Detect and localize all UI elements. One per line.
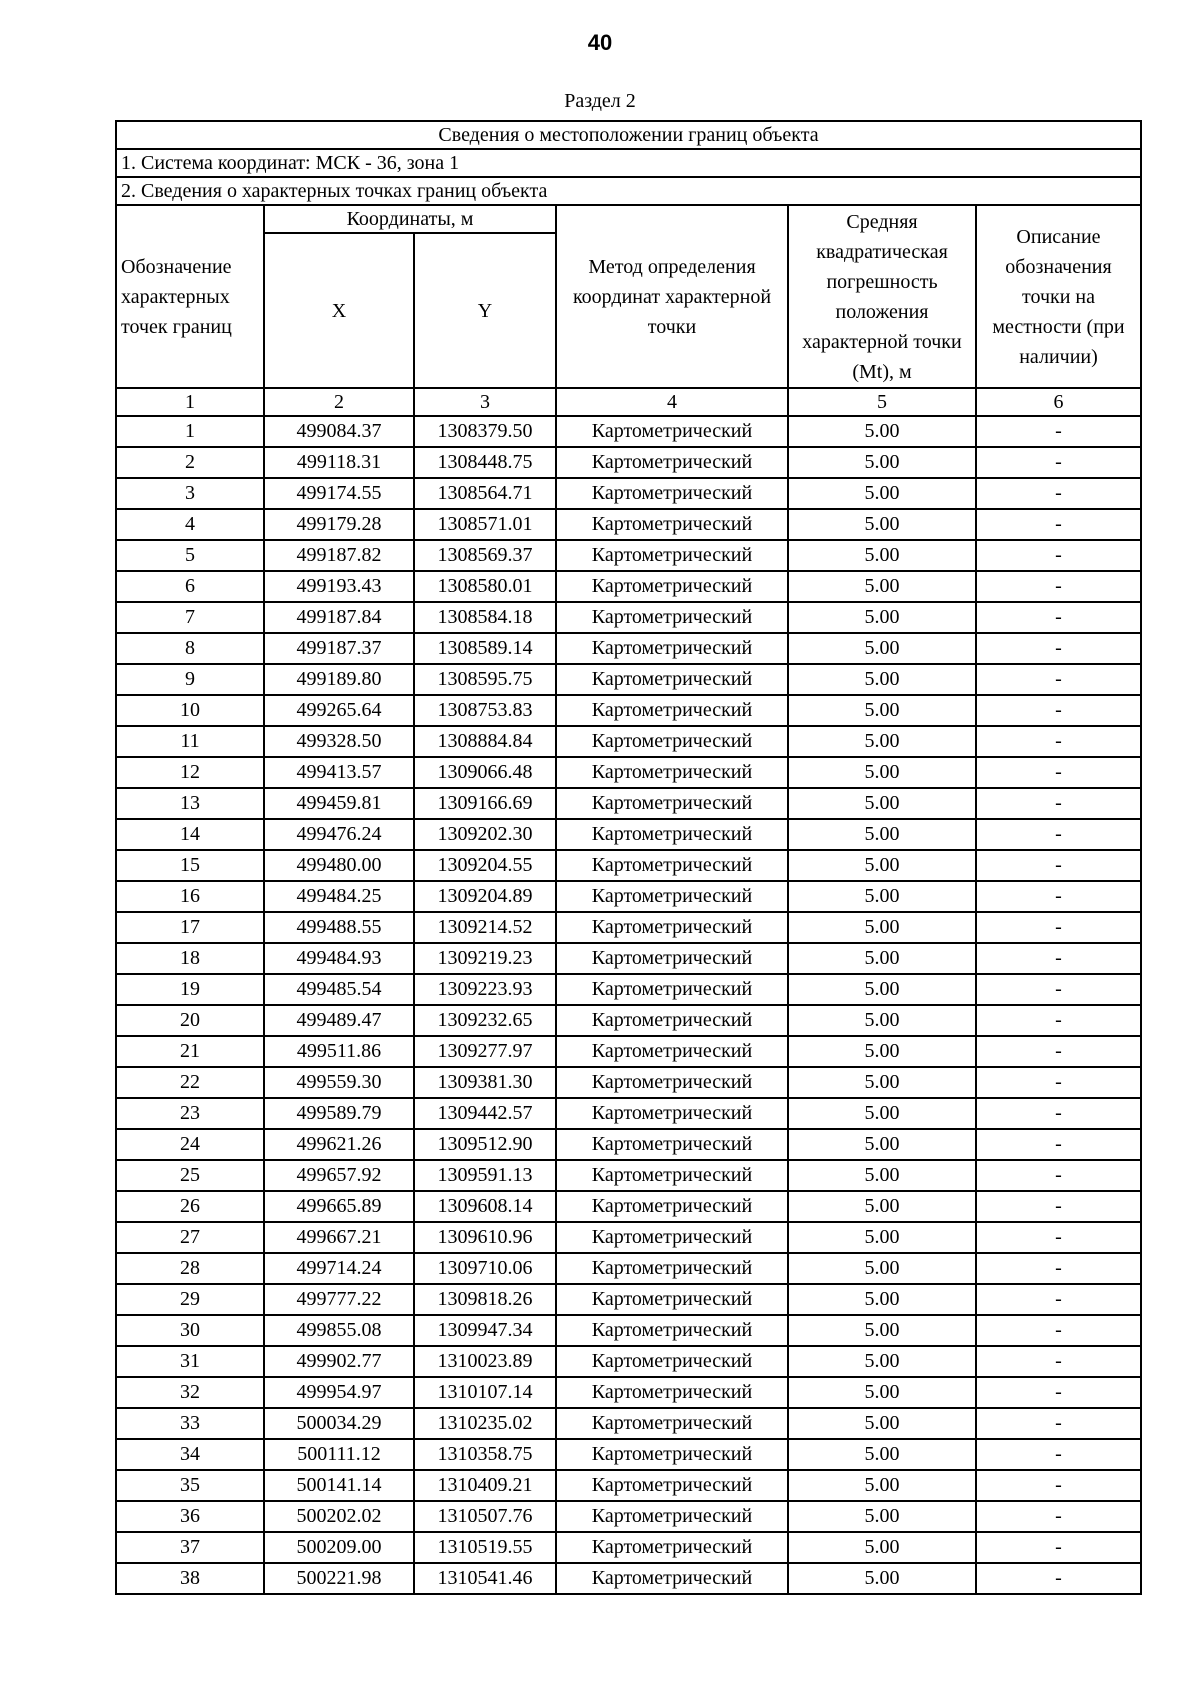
accuracy: 5.00 <box>788 819 976 850</box>
method: Картометрический <box>556 1160 788 1191</box>
method: Картометрический <box>556 602 788 633</box>
y-coordinate: 1309512.90 <box>414 1129 556 1160</box>
accuracy: 5.00 <box>788 1501 976 1532</box>
accuracy: 5.00 <box>788 478 976 509</box>
point-number: 2 <box>116 447 264 478</box>
header-method: Метод определения координат характерной точки <box>556 205 788 388</box>
table-row <box>116 416 1141 447</box>
x-coordinate: 499413.57 <box>264 757 414 788</box>
method: Картометрический <box>556 540 788 571</box>
table-row <box>116 1191 1141 1222</box>
y-coordinate: 1308580.01 <box>414 571 556 602</box>
y-coordinate: 1308564.71 <box>414 478 556 509</box>
accuracy: 5.00 <box>788 447 976 478</box>
method: Картометрический <box>556 1563 788 1594</box>
method: Картометрический <box>556 1253 788 1284</box>
accuracy: 5.00 <box>788 1067 976 1098</box>
method: Картометрический <box>556 1377 788 1408</box>
description: - <box>976 1160 1141 1191</box>
accuracy: 5.00 <box>788 1129 976 1160</box>
method: Картометрический <box>556 912 788 943</box>
column-number: 6 <box>976 388 1141 416</box>
table-row <box>116 974 1141 1005</box>
description: - <box>976 1346 1141 1377</box>
point-number: 27 <box>116 1222 264 1253</box>
point-number: 22 <box>116 1067 264 1098</box>
point-number: 28 <box>116 1253 264 1284</box>
point-number: 26 <box>116 1191 264 1222</box>
accuracy: 5.00 <box>788 1408 976 1439</box>
point-number: 6 <box>116 571 264 602</box>
table-row <box>116 1067 1141 1098</box>
method: Картометрический <box>556 416 788 447</box>
y-coordinate: 1309066.48 <box>414 757 556 788</box>
x-coordinate: 499714.24 <box>264 1253 414 1284</box>
table-row <box>116 540 1141 571</box>
accuracy: 5.00 <box>788 1346 976 1377</box>
description: - <box>976 447 1141 478</box>
y-coordinate: 1309442.57 <box>414 1098 556 1129</box>
point-number: 17 <box>116 912 264 943</box>
table-row <box>116 819 1141 850</box>
y-coordinate: 1308571.01 <box>414 509 556 540</box>
y-coordinate: 1308753.83 <box>414 695 556 726</box>
accuracy: 5.00 <box>788 1315 976 1346</box>
method: Картометрический <box>556 850 788 881</box>
method: Картометрический <box>556 1470 788 1501</box>
table-row <box>116 881 1141 912</box>
table-row <box>116 1470 1141 1501</box>
y-coordinate: 1309608.14 <box>414 1191 556 1222</box>
table-row <box>116 1253 1141 1284</box>
y-coordinate: 1308884.84 <box>414 726 556 757</box>
point-number: 5 <box>116 540 264 571</box>
method: Картометрический <box>556 1501 788 1532</box>
table-row <box>116 726 1141 757</box>
method: Картометрический <box>556 1067 788 1098</box>
x-coordinate: 499902.77 <box>264 1346 414 1377</box>
x-coordinate: 499665.89 <box>264 1191 414 1222</box>
x-coordinate: 499667.21 <box>264 1222 414 1253</box>
x-coordinate: 500141.14 <box>264 1470 414 1501</box>
point-number: 24 <box>116 1129 264 1160</box>
x-coordinate: 499084.37 <box>264 416 414 447</box>
point-number: 31 <box>116 1346 264 1377</box>
table-row <box>116 788 1141 819</box>
method: Картометрический <box>556 1005 788 1036</box>
point-number: 34 <box>116 1439 264 1470</box>
description: - <box>976 1129 1141 1160</box>
description: - <box>976 1284 1141 1315</box>
method: Картометрический <box>556 819 788 850</box>
point-number: 21 <box>116 1036 264 1067</box>
x-coordinate: 499484.93 <box>264 943 414 974</box>
point-number: 25 <box>116 1160 264 1191</box>
method: Картометрический <box>556 881 788 912</box>
description: - <box>976 974 1141 1005</box>
description: - <box>976 416 1141 447</box>
point-number: 38 <box>116 1563 264 1594</box>
accuracy: 5.00 <box>788 1470 976 1501</box>
x-coordinate: 499179.28 <box>264 509 414 540</box>
point-number: 30 <box>116 1315 264 1346</box>
accuracy: 5.00 <box>788 1222 976 1253</box>
description: - <box>976 695 1141 726</box>
description: - <box>976 850 1141 881</box>
y-coordinate: 1309818.26 <box>414 1284 556 1315</box>
description: - <box>976 943 1141 974</box>
description: - <box>976 1098 1141 1129</box>
accuracy: 5.00 <box>788 1191 976 1222</box>
x-coordinate: 499589.79 <box>264 1098 414 1129</box>
y-coordinate: 1309166.69 <box>414 788 556 819</box>
point-number: 12 <box>116 757 264 788</box>
point-number: 7 <box>116 602 264 633</box>
x-coordinate: 499265.64 <box>264 695 414 726</box>
x-coordinate: 499476.24 <box>264 819 414 850</box>
table-row <box>116 1222 1141 1253</box>
y-coordinate: 1309232.65 <box>414 1005 556 1036</box>
header-x: X <box>264 233 414 388</box>
x-coordinate: 499174.55 <box>264 478 414 509</box>
accuracy: 5.00 <box>788 571 976 602</box>
y-coordinate: 1308448.75 <box>414 447 556 478</box>
description: - <box>976 509 1141 540</box>
description: - <box>976 1532 1141 1563</box>
description: - <box>976 571 1141 602</box>
accuracy: 5.00 <box>788 540 976 571</box>
method: Картометрический <box>556 1408 788 1439</box>
column-number: 4 <box>556 388 788 416</box>
y-coordinate: 1308379.50 <box>414 416 556 447</box>
table-row <box>116 850 1141 881</box>
method: Картометрический <box>556 1284 788 1315</box>
accuracy: 5.00 <box>788 416 976 447</box>
x-coordinate: 499511.86 <box>264 1036 414 1067</box>
x-coordinate: 499459.81 <box>264 788 414 819</box>
accuracy: 5.00 <box>788 850 976 881</box>
table-row <box>116 1129 1141 1160</box>
table-row <box>116 478 1141 509</box>
x-coordinate: 499193.43 <box>264 571 414 602</box>
table-row <box>116 633 1141 664</box>
method: Картометрический <box>556 1129 788 1160</box>
y-coordinate: 1309204.55 <box>414 850 556 881</box>
point-number: 35 <box>116 1470 264 1501</box>
description: - <box>976 1501 1141 1532</box>
y-coordinate: 1309277.97 <box>414 1036 556 1067</box>
table-row <box>116 509 1141 540</box>
point-number: 36 <box>116 1501 264 1532</box>
point-number: 18 <box>116 943 264 974</box>
point-number: 16 <box>116 881 264 912</box>
header-designation: Обозначение характерных точек границ <box>116 205 264 388</box>
x-coordinate: 499480.00 <box>264 850 414 881</box>
accuracy: 5.00 <box>788 509 976 540</box>
y-coordinate: 1309591.13 <box>414 1160 556 1191</box>
x-coordinate: 499187.82 <box>264 540 414 571</box>
description: - <box>976 1191 1141 1222</box>
table-row <box>116 1501 1141 1532</box>
y-coordinate: 1310409.21 <box>414 1470 556 1501</box>
description: - <box>976 819 1141 850</box>
method: Картометрический <box>556 974 788 1005</box>
accuracy: 5.00 <box>788 943 976 974</box>
y-coordinate: 1309947.34 <box>414 1315 556 1346</box>
description: - <box>976 602 1141 633</box>
accuracy: 5.00 <box>788 695 976 726</box>
table-row <box>116 1036 1141 1067</box>
x-coordinate: 499855.08 <box>264 1315 414 1346</box>
accuracy: 5.00 <box>788 726 976 757</box>
y-coordinate: 1308589.14 <box>414 633 556 664</box>
point-number: 8 <box>116 633 264 664</box>
column-number: 3 <box>414 388 556 416</box>
point-number: 13 <box>116 788 264 819</box>
table-row <box>116 1532 1141 1563</box>
accuracy: 5.00 <box>788 1098 976 1129</box>
x-coordinate: 499485.54 <box>264 974 414 1005</box>
method: Картометрический <box>556 633 788 664</box>
table-row <box>116 664 1141 695</box>
method: Картометрический <box>556 571 788 602</box>
x-coordinate: 500202.02 <box>264 1501 414 1532</box>
y-coordinate: 1310507.76 <box>414 1501 556 1532</box>
accuracy: 5.00 <box>788 974 976 1005</box>
description: - <box>976 757 1141 788</box>
description: - <box>976 1470 1141 1501</box>
method: Картометрический <box>556 1532 788 1563</box>
point-number: 9 <box>116 664 264 695</box>
y-coordinate: 1310519.55 <box>414 1532 556 1563</box>
table-row <box>116 1377 1141 1408</box>
table-row <box>116 1005 1141 1036</box>
table-row <box>116 1346 1141 1377</box>
column-number-row <box>116 388 1141 416</box>
method: Картометрический <box>556 788 788 819</box>
x-coordinate: 499328.50 <box>264 726 414 757</box>
x-coordinate: 499621.26 <box>264 1129 414 1160</box>
description: - <box>976 1563 1141 1594</box>
description: - <box>976 1067 1141 1098</box>
description: - <box>976 1253 1141 1284</box>
description: - <box>976 726 1141 757</box>
table-row <box>116 757 1141 788</box>
table-row <box>116 571 1141 602</box>
y-coordinate: 1310107.14 <box>414 1377 556 1408</box>
point-number: 32 <box>116 1377 264 1408</box>
y-coordinate: 1309202.30 <box>414 819 556 850</box>
x-coordinate: 499118.31 <box>264 447 414 478</box>
column-number: 2 <box>264 388 414 416</box>
accuracy: 5.00 <box>788 602 976 633</box>
accuracy: 5.00 <box>788 1377 976 1408</box>
accuracy: 5.00 <box>788 664 976 695</box>
description: - <box>976 788 1141 819</box>
table-row <box>116 695 1141 726</box>
x-coordinate: 499187.84 <box>264 602 414 633</box>
point-number: 11 <box>116 726 264 757</box>
table-row <box>116 1408 1141 1439</box>
method: Картометрический <box>556 1191 788 1222</box>
point-number: 29 <box>116 1284 264 1315</box>
accuracy: 5.00 <box>788 1253 976 1284</box>
table-caption: Сведения о местоположении границ объекта <box>116 121 1141 149</box>
accuracy: 5.00 <box>788 1563 976 1594</box>
method: Картометрический <box>556 1098 788 1129</box>
accuracy: 5.00 <box>788 1284 976 1315</box>
x-coordinate: 499559.30 <box>264 1067 414 1098</box>
points-title-row: 2. Сведения о характерных точках границ объекта <box>116 177 1141 205</box>
point-number: 37 <box>116 1532 264 1563</box>
method: Картометрический <box>556 1439 788 1470</box>
method: Картометрический <box>556 695 788 726</box>
y-coordinate: 1310235.02 <box>414 1408 556 1439</box>
coord-system-row: 1. Система координат: МСК - 36, зона 1 <box>116 149 1141 177</box>
accuracy: 5.00 <box>788 1005 976 1036</box>
section-title: Раздел 2 <box>564 90 636 112</box>
description: - <box>976 1377 1141 1408</box>
y-coordinate: 1309710.06 <box>414 1253 556 1284</box>
x-coordinate: 499488.55 <box>264 912 414 943</box>
accuracy: 5.00 <box>788 1532 976 1563</box>
y-coordinate: 1309381.30 <box>414 1067 556 1098</box>
point-number: 19 <box>116 974 264 1005</box>
table-row <box>116 1160 1141 1191</box>
x-coordinate: 499954.97 <box>264 1377 414 1408</box>
method: Картометрический <box>556 509 788 540</box>
header-accuracy: Средняя квадратическая погрешность положения характерной точки (Mt), м <box>788 205 976 388</box>
table-row <box>116 447 1141 478</box>
method: Картометрический <box>556 1036 788 1067</box>
method: Картометрический <box>556 447 788 478</box>
y-coordinate: 1308584.18 <box>414 602 556 633</box>
method: Картометрический <box>556 1315 788 1346</box>
page-number: 40 <box>587 30 613 55</box>
description: - <box>976 1222 1141 1253</box>
table-row <box>116 1439 1141 1470</box>
x-coordinate: 499189.80 <box>264 664 414 695</box>
table-row <box>116 1315 1141 1346</box>
y-coordinate: 1310541.46 <box>414 1563 556 1594</box>
y-coordinate: 1309219.23 <box>414 943 556 974</box>
y-coordinate: 1310358.75 <box>414 1439 556 1470</box>
y-coordinate: 1309223.93 <box>414 974 556 1005</box>
description: - <box>976 1408 1141 1439</box>
method: Картометрический <box>556 1346 788 1377</box>
x-coordinate: 500034.29 <box>264 1408 414 1439</box>
method: Картометрический <box>556 664 788 695</box>
point-number: 15 <box>116 850 264 881</box>
point-number: 33 <box>116 1408 264 1439</box>
x-coordinate: 500111.12 <box>264 1439 414 1470</box>
y-coordinate: 1308569.37 <box>414 540 556 571</box>
header-coordinates: Координаты, м <box>264 205 556 233</box>
x-coordinate: 499484.25 <box>264 881 414 912</box>
description: - <box>976 1315 1141 1346</box>
coordinates-table <box>115 120 1142 1595</box>
y-coordinate: 1309204.89 <box>414 881 556 912</box>
y-coordinate: 1310023.89 <box>414 1346 556 1377</box>
x-coordinate: 499187.37 <box>264 633 414 664</box>
table-row <box>116 912 1141 943</box>
accuracy: 5.00 <box>788 1439 976 1470</box>
description: - <box>976 881 1141 912</box>
table-row <box>116 943 1141 974</box>
description: - <box>976 478 1141 509</box>
point-number: 20 <box>116 1005 264 1036</box>
x-coordinate: 500209.00 <box>264 1532 414 1563</box>
method: Картометрический <box>556 757 788 788</box>
table-row <box>116 1098 1141 1129</box>
y-coordinate: 1308595.75 <box>414 664 556 695</box>
y-coordinate: 1309214.52 <box>414 912 556 943</box>
table-row <box>116 1563 1141 1594</box>
accuracy: 5.00 <box>788 1160 976 1191</box>
description: - <box>976 633 1141 664</box>
description: - <box>976 1036 1141 1067</box>
x-coordinate: 499489.47 <box>264 1005 414 1036</box>
point-number: 1 <box>116 416 264 447</box>
description: - <box>976 912 1141 943</box>
description: - <box>976 664 1141 695</box>
point-number: 4 <box>116 509 264 540</box>
method: Картометрический <box>556 943 788 974</box>
method: Картометрический <box>556 1222 788 1253</box>
accuracy: 5.00 <box>788 881 976 912</box>
header-y: Y <box>414 233 556 388</box>
point-number: 14 <box>116 819 264 850</box>
description: - <box>976 540 1141 571</box>
y-coordinate: 1309610.96 <box>414 1222 556 1253</box>
accuracy: 5.00 <box>788 633 976 664</box>
accuracy: 5.00 <box>788 1036 976 1067</box>
point-number: 10 <box>116 695 264 726</box>
table-row <box>116 1284 1141 1315</box>
point-number: 23 <box>116 1098 264 1129</box>
description: - <box>976 1005 1141 1036</box>
column-number: 5 <box>788 388 976 416</box>
accuracy: 5.00 <box>788 912 976 943</box>
description: - <box>976 1439 1141 1470</box>
method: Картометрический <box>556 478 788 509</box>
accuracy: 5.00 <box>788 788 976 819</box>
method: Картометрический <box>556 726 788 757</box>
column-number: 1 <box>116 388 264 416</box>
x-coordinate: 500221.98 <box>264 1563 414 1594</box>
table-row <box>116 602 1141 633</box>
header-description: Описание обозначения точки на местности (при наличии) <box>976 205 1141 388</box>
accuracy: 5.00 <box>788 757 976 788</box>
point-number: 3 <box>116 478 264 509</box>
x-coordinate: 499657.92 <box>264 1160 414 1191</box>
x-coordinate: 499777.22 <box>264 1284 414 1315</box>
